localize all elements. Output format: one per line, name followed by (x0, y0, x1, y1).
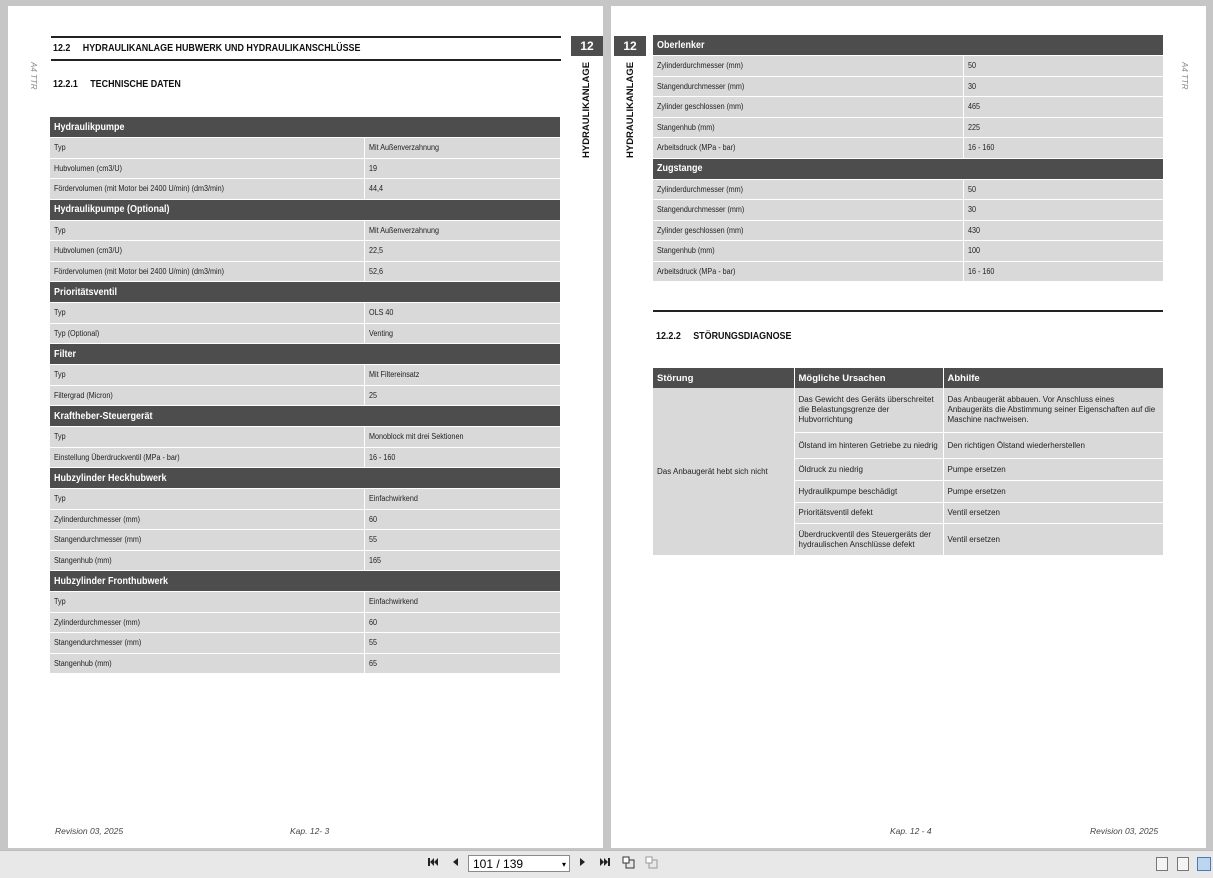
parameter-cell (50, 241, 364, 262)
cause-cell: Öldruck zu niedrig (794, 459, 943, 481)
parameter-cell (50, 179, 364, 200)
parameter-text: Typ (54, 143, 66, 153)
table-row (50, 179, 560, 200)
parameter-cell (50, 489, 364, 510)
parameter-text: Zylinderdurchmesser (mm) (54, 617, 141, 627)
table-row (50, 550, 560, 571)
parameter-text: Einstellung Überdruckventil (MPa - bar) (54, 452, 180, 462)
table-row (653, 138, 1163, 159)
header-causes: Mögliche Ursachen (794, 368, 943, 388)
parameter-text: Hubvolumen (cm3/U) (54, 163, 123, 173)
value-cell (364, 138, 560, 159)
parameter-text: Filtergrad (Micron) (54, 390, 113, 400)
chapter-number-tab: 12 (614, 36, 646, 56)
first-page-icon (427, 856, 439, 868)
remedy-cell: Ventil ersetzen (943, 503, 1163, 524)
technical-data-table (50, 117, 560, 674)
table-row (653, 117, 1163, 138)
group-title-text: Kraftheber-Steuergerät (54, 410, 153, 422)
value-cell (364, 323, 560, 344)
table-row (653, 388, 1163, 433)
table-row (50, 365, 560, 386)
document-page-left (8, 6, 603, 848)
parameter-text: Zylinder geschlossen (mm) (657, 225, 744, 235)
fit-page-button[interactable] (645, 856, 659, 872)
group-title-text: Hydraulikpumpe (54, 121, 125, 133)
group-title-text: Hydraulikpumpe (Optional) (54, 204, 170, 215)
parameter-cell (50, 509, 364, 530)
parameter-cell (653, 76, 963, 97)
table-row (653, 97, 1163, 118)
table-row (50, 447, 560, 468)
parameter-text: Stangendurchmesser (mm) (657, 81, 745, 91)
table-row (50, 138, 560, 159)
parameter-text: Stangendurchmesser (mm) (657, 205, 745, 215)
parameter-text: Typ (Optional) (54, 328, 100, 338)
footer-revision: Revision 03, 2025 (1090, 826, 1159, 836)
table-row (50, 158, 560, 179)
table-row (653, 261, 1163, 282)
parameter-cell (50, 530, 364, 551)
parameter-cell (653, 97, 963, 118)
value-cell (963, 97, 1163, 118)
parameter-text: Typ (54, 308, 66, 318)
parameter-text: Fördervolumen (mit Motor bei 2400 U/min) (dm3/min) (54, 184, 225, 194)
cylinder-data-table (653, 35, 1163, 282)
value-text: Mit Außenverzahnung (368, 143, 439, 153)
parameter-text: Typ (54, 370, 66, 380)
group-header-row (653, 158, 1163, 179)
parameter-cell (50, 261, 364, 282)
parameter-text: Typ (54, 494, 66, 504)
table-row (50, 530, 560, 551)
group-title (50, 199, 560, 220)
group-header-row (50, 406, 560, 427)
parameter-cell (50, 612, 364, 633)
group-title-text: Hubzylinder Fronthubwerk (54, 575, 169, 587)
rotate-page-icon (622, 856, 636, 870)
parameter-cell (50, 138, 364, 159)
table-row (50, 653, 560, 674)
two-page-view-icon[interactable] (1197, 857, 1211, 871)
table-row (50, 385, 560, 406)
cause-cell: Hydraulikpumpe beschädigt (794, 481, 943, 503)
group-header-row (653, 35, 1163, 56)
value-cell (364, 633, 560, 654)
value-cell (963, 138, 1163, 159)
parameter-cell (50, 385, 364, 406)
group-header-row (50, 468, 560, 489)
previous-page-button[interactable] (449, 856, 461, 872)
page-dropdown-chevron-icon[interactable]: ▾ (561, 860, 566, 869)
parameter-text: Zylinder geschlossen (mm) (657, 102, 744, 112)
value-cell (963, 76, 1163, 97)
value-text: Mit Außenverzahnung (368, 225, 439, 235)
parameter-text: Fördervolumen (mit Motor bei 2400 U/min) (dm3/min) (54, 266, 225, 276)
parameter-text: Stangenhub (mm) (54, 658, 112, 668)
parameter-cell (50, 158, 364, 179)
parameter-cell (653, 220, 963, 241)
table-row (50, 633, 560, 654)
table-row (50, 612, 560, 633)
value-text: 60 (368, 514, 377, 524)
value-text: 165 (368, 555, 381, 565)
parameter-text: Zylinderdurchmesser (mm) (657, 184, 744, 194)
parameter-cell (50, 303, 364, 324)
section-number: 12.2 (53, 42, 71, 54)
value-cell (963, 117, 1163, 138)
side-document-id: A4 TTR (29, 62, 38, 90)
cause-cell: Überdruckventil des Steuergeräts der hydraulischen Anschlüsse defekt (794, 524, 943, 556)
table-row (50, 261, 560, 282)
value-text: Monoblock mit drei Sektionen (368, 432, 463, 442)
subsection-heading (656, 330, 791, 342)
value-text: 225 (967, 122, 980, 132)
table-row (50, 509, 560, 530)
parameter-cell (653, 138, 963, 159)
parameter-text: Stangendurchmesser (mm) (54, 638, 142, 648)
group-header-row (50, 199, 560, 220)
table-row (653, 241, 1163, 262)
cause-cell: Das Gewicht des Geräts überschreitet die Belastungsgrenze der Hubvorrichtung (794, 388, 943, 433)
cause-cell: Ölstand im hinteren Getriebe zu niedrig (794, 433, 943, 459)
group-header-row (50, 344, 560, 365)
value-text: 30 (967, 81, 976, 91)
remedy-cell: Ventil ersetzen (943, 524, 1163, 556)
value-cell (963, 261, 1163, 282)
parameter-text: Zylinderdurchmesser (mm) (54, 514, 141, 524)
value-text: 25 (368, 390, 377, 400)
value-cell (364, 427, 560, 448)
viewer-toolbar (0, 850, 1213, 878)
last-page-icon (599, 856, 611, 868)
remedy-cell: Pumpe ersetzen (943, 481, 1163, 503)
header-fault: Störung (653, 368, 794, 388)
parameter-cell (50, 633, 364, 654)
first-page-button[interactable] (426, 856, 440, 872)
group-title (50, 117, 560, 138)
value-text: 30 (967, 205, 976, 215)
parameter-cell (50, 592, 364, 613)
parameter-cell (50, 550, 364, 571)
parameter-text: Stangenhub (mm) (657, 246, 715, 256)
value-text: 100 (967, 246, 980, 256)
header-rule-bottom (51, 59, 561, 61)
parameter-text: Typ (54, 597, 66, 607)
cause-cell: Prioritätsventil defekt (794, 503, 943, 524)
value-cell (364, 220, 560, 241)
value-cell (364, 365, 560, 386)
group-title-text: Filter (54, 348, 77, 360)
subsection-number: 12.2.2 (656, 330, 681, 342)
value-text: 22,5 (368, 246, 383, 256)
table-row (50, 489, 560, 510)
parameter-cell (50, 447, 364, 468)
table-row (653, 200, 1163, 221)
last-page-button[interactable] (598, 856, 612, 872)
value-cell (963, 220, 1163, 241)
group-header-row (50, 571, 560, 592)
group-title (653, 35, 1163, 56)
value-text: 65 (368, 658, 377, 668)
value-text: 50 (967, 61, 976, 71)
value-text: 16 - 160 (368, 452, 395, 462)
subsection-heading (53, 78, 181, 90)
chapter-title-vertical: HYDRAULIKANLAGE (625, 61, 636, 158)
value-cell (364, 261, 560, 282)
value-cell (364, 653, 560, 674)
parameter-cell (50, 220, 364, 241)
value-text: 55 (368, 638, 377, 648)
group-title (653, 158, 1163, 179)
table-row (653, 220, 1163, 241)
next-page-icon (578, 856, 588, 868)
value-cell (963, 241, 1163, 262)
value-cell (364, 241, 560, 262)
section-title: HYDRAULIKANLAGE HUBWERK UND HYDRAULIKANSCHLÜSSE (82, 42, 361, 54)
table-row (50, 241, 560, 262)
group-header-row (50, 117, 560, 138)
parameter-text: Arbeitsdruck (MPa - bar) (657, 266, 736, 276)
parameter-cell (653, 179, 963, 200)
subsection-number: 12.2.1 (53, 78, 78, 90)
table-row (50, 592, 560, 613)
value-cell (364, 592, 560, 613)
value-cell (364, 447, 560, 468)
side-document-id: A4 TTR (1180, 62, 1189, 90)
group-title-text: Oberlenker (657, 39, 705, 51)
page-number-input[interactable] (468, 855, 570, 872)
chapter-title-vertical: HYDRAULIKANLAGE (581, 61, 592, 158)
continuous-view-icon[interactable] (1177, 857, 1189, 871)
value-cell (963, 56, 1163, 77)
table-row (653, 56, 1163, 77)
value-cell (963, 179, 1163, 200)
footer-revision: Revision 03, 2025 (55, 826, 124, 836)
parameter-cell (50, 365, 364, 386)
header-rule-top (51, 36, 561, 38)
table-row (653, 179, 1163, 200)
group-title-text: Hubzylinder Heckhubwerk (54, 472, 167, 484)
parameter-cell (653, 241, 963, 262)
group-title (50, 406, 560, 427)
value-cell (364, 179, 560, 200)
value-text: 52,6 (368, 266, 383, 276)
previous-page-icon (450, 856, 460, 868)
value-cell (963, 200, 1163, 221)
table-row (50, 427, 560, 448)
value-cell (364, 550, 560, 571)
next-page-button[interactable] (577, 856, 589, 872)
value-text: 430 (967, 225, 980, 235)
parameter-cell (653, 200, 963, 221)
table-row (50, 303, 560, 324)
parameter-text: Stangendurchmesser (mm) (54, 535, 142, 545)
remedy-cell: Pumpe ersetzen (943, 459, 1163, 481)
group-title (50, 571, 560, 592)
table-row (50, 323, 560, 344)
subsection-title: STÖRUNGSDIAGNOSE (693, 330, 792, 342)
footer-page-ref: Kap. 12- 3 (290, 826, 330, 836)
group-title-text: Zugstange (657, 163, 703, 174)
page-number-value: 101 / 139 (473, 857, 524, 871)
rotate-page-button[interactable] (622, 856, 636, 872)
subsection-title: TECHNISCHE DATEN (90, 78, 181, 90)
section-heading (53, 42, 360, 54)
fault-cell: Das Anbaugerät hebt sich nicht (653, 388, 794, 556)
troubleshooting-table (653, 368, 1164, 556)
remedy-cell: Das Anbaugerät abbauen. Vor Anschluss eines Anbaugeräts die Abstimmung seiner Eigenschaften auf die Maschine nachweisen. (943, 388, 1163, 433)
group-title (50, 344, 560, 365)
parameter-text: Zylinderdurchmesser (mm) (657, 61, 744, 71)
parameter-text: Stangenhub (mm) (657, 122, 715, 132)
parameter-cell (50, 323, 364, 344)
value-cell (364, 303, 560, 324)
value-text: Einfachwirkend (368, 597, 418, 607)
parameter-cell (50, 653, 364, 674)
parameter-text: Arbeitsdruck (MPa - bar) (657, 143, 736, 153)
value-cell (364, 509, 560, 530)
single-page-view-icon[interactable] (1156, 857, 1168, 871)
header-remedy: Abhilfe (943, 368, 1163, 388)
parameter-cell (653, 261, 963, 282)
value-text: Mit Filtereinsatz (368, 370, 419, 380)
section-rule (653, 310, 1163, 312)
parameter-cell (653, 117, 963, 138)
value-text: 19 (368, 163, 377, 173)
value-cell (364, 489, 560, 510)
value-cell (364, 612, 560, 633)
parameter-text: Typ (54, 432, 66, 442)
parameter-cell (653, 56, 963, 77)
document-page-right (611, 6, 1206, 848)
remedy-cell: Den richtigen Ölstand wiederherstellen (943, 433, 1163, 459)
table-row (50, 220, 560, 241)
value-text: 55 (368, 535, 377, 545)
parameter-cell (50, 427, 364, 448)
footer-page-ref: Kap. 12 - 4 (890, 826, 932, 836)
table-row (653, 76, 1163, 97)
value-text: 16 - 160 (967, 266, 994, 276)
group-title (50, 468, 560, 489)
value-text: 50 (967, 184, 976, 194)
value-text: 44,4 (368, 184, 383, 194)
value-cell (364, 385, 560, 406)
chapter-number-tab: 12 (571, 36, 603, 56)
parameter-text: Hubvolumen (cm3/U) (54, 246, 123, 256)
group-title-text: Prioritätsventil (54, 286, 118, 298)
value-text: 60 (368, 617, 377, 627)
value-text: Venting (368, 328, 393, 338)
value-text: 465 (967, 102, 980, 112)
group-title (50, 282, 560, 303)
parameter-text: Typ (54, 225, 66, 235)
value-text: OLS 40 (368, 308, 393, 318)
value-cell (364, 530, 560, 551)
group-header-row (50, 282, 560, 303)
value-text: Einfachwirkend (368, 494, 418, 504)
value-cell (364, 158, 560, 179)
fit-page-icon (645, 856, 659, 870)
parameter-text: Stangenhub (mm) (54, 555, 112, 565)
value-text: 16 - 160 (967, 143, 994, 153)
